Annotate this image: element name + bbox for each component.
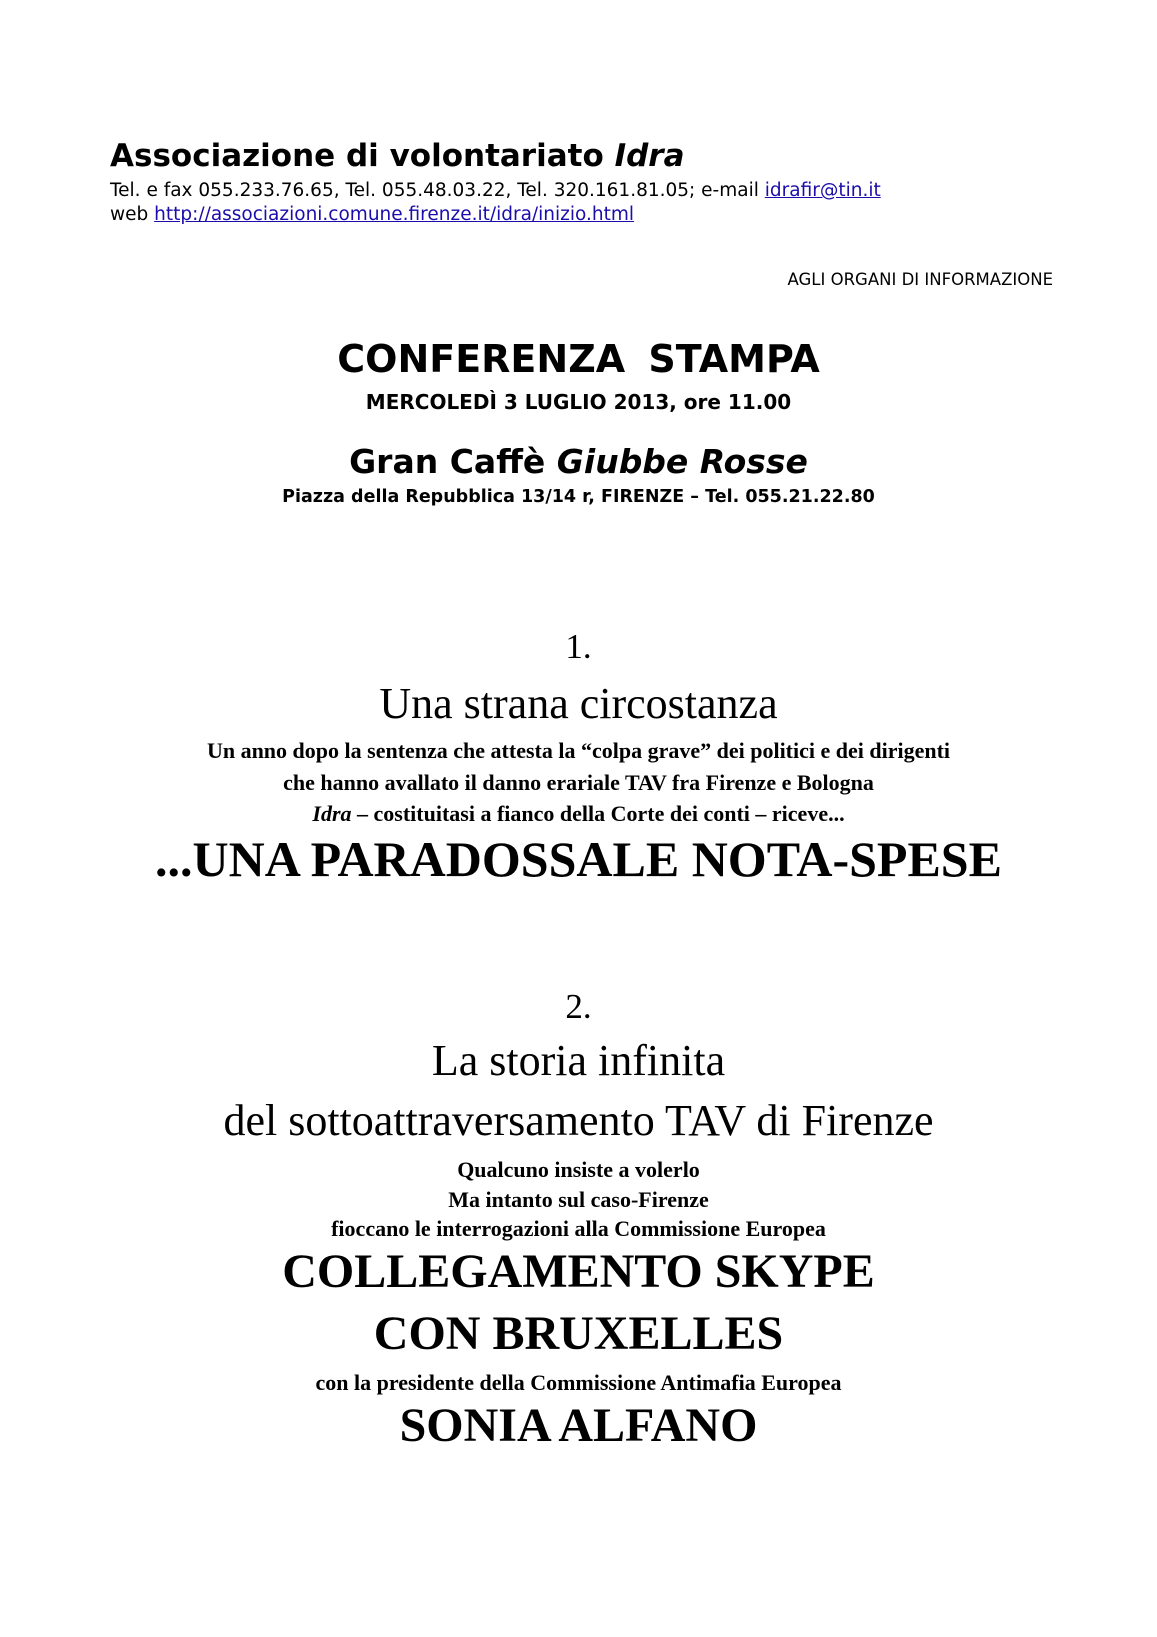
- section2-headline1: COLLEGAMENTO SKYPE: [282, 1245, 875, 1298]
- section1-line2: che hanno avallato il danno erariale TAV fra Firenze e Bologna: [283, 770, 874, 795]
- section2-line3: fioccano le interrogazioni alla Commissione Europea: [331, 1216, 826, 1241]
- section1-number: 1.: [565, 627, 592, 666]
- conference-date: MERCOLEDÌ 3 LUGLIO 2013, ore 11.00: [365, 390, 792, 414]
- section1-line3-text: – costituitasi a fianco della Corte dei conti – riceve...: [351, 801, 845, 826]
- web-line: [110, 204, 634, 225]
- section2-number: 2.: [565, 987, 592, 1026]
- section1-headline: ...UNA PARADOSSALE NOTA-SPESE: [155, 831, 1002, 887]
- organization-title: [110, 138, 685, 174]
- web-label: web: [110, 204, 155, 225]
- org-name-italic: Idra: [614, 138, 685, 174]
- section1-line3-italic: Idra: [312, 801, 352, 826]
- contact-line: [110, 180, 881, 201]
- conference-title: CONFERENZA STAMPA: [337, 337, 820, 381]
- email-link[interactable]: idrafir@tin.it: [764, 180, 881, 201]
- section1-title: Una strana circostanza: [379, 679, 778, 728]
- section2-title-line2: del sottoattraversamento TAV di Firenze: [223, 1096, 934, 1145]
- section1-line1: Un anno dopo la sentenza che attesta la “colpa grave” dei politici e dei dirigenti: [206, 738, 951, 763]
- web-link[interactable]: http://associazioni.comune.firenze.it/idra/inizio.html: [154, 204, 635, 225]
- section2-line4: con la presidente della Commissione Antimafia Europea: [315, 1370, 842, 1395]
- venue-name-text: Gran Caffè: [349, 442, 557, 481]
- venue-address: Piazza della Repubblica 13/14 r, FIRENZE – Tel. 055.21.22.80: [282, 487, 875, 507]
- venue-name: [0, 442, 1157, 481]
- section2-title-line1: La storia infinita: [431, 1036, 726, 1085]
- section2-line2: Ma intanto sul caso-Firenze: [448, 1187, 709, 1212]
- venue-name-italic: Giubbe Rosse: [556, 442, 808, 481]
- contact-text: Tel. e fax 055.233.76.65, Tel. 055.48.03.22, Tel. 320.161.81.05; e-mail: [110, 180, 765, 201]
- section2-headline3: SONIA ALFANO: [399, 1399, 758, 1452]
- section2-headline2: CON BRUXELLES: [373, 1307, 784, 1360]
- section2-line1: Qualcuno insiste a volerlo: [457, 1157, 700, 1182]
- section1-line3: [0, 801, 1157, 827]
- recipient-label: AGLI ORGANI DI INFORMAZIONE: [787, 270, 1053, 289]
- org-name: Associazione di volontariato: [110, 138, 615, 174]
